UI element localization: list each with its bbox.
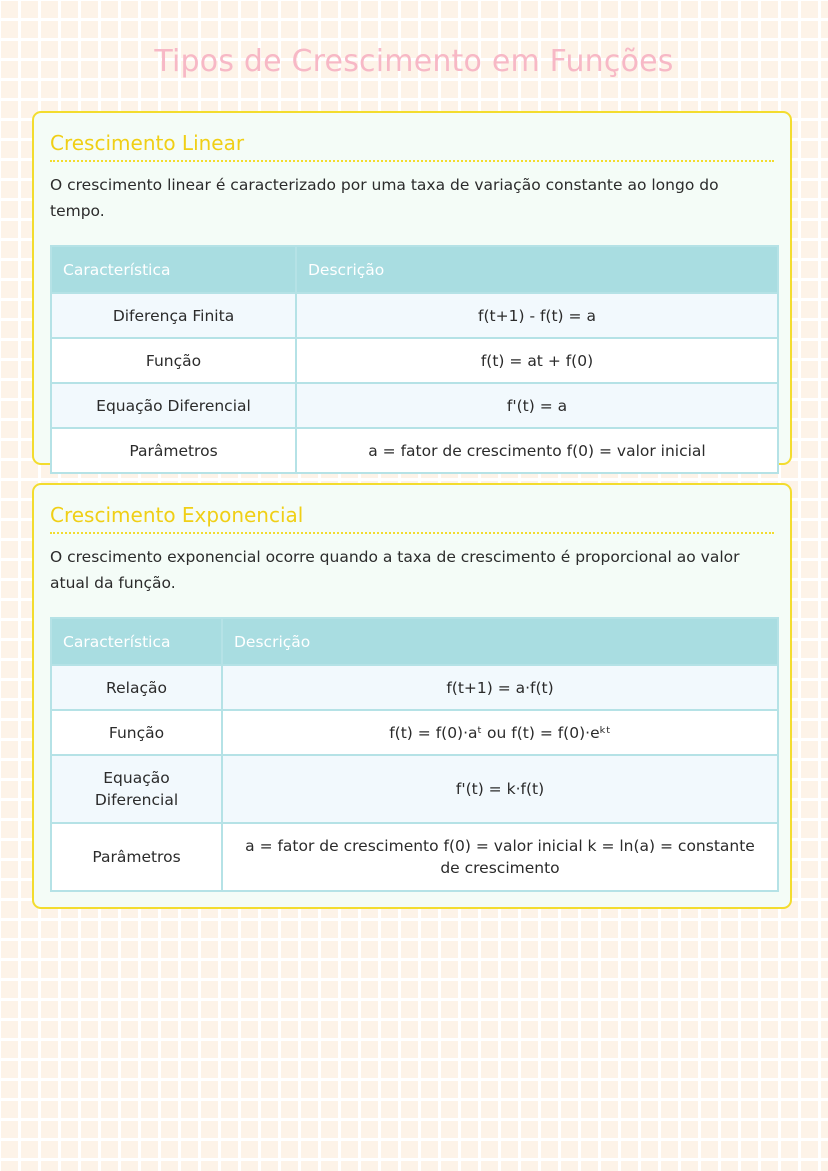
page-title: Tipos de Crescimento em Funções [154, 44, 674, 79]
exponential-growth-table [50, 617, 779, 892]
section-description: O crescimento exponencial ocorre quando a taxa de crescimento é proporcional ao valor atual da função. [50, 548, 740, 592]
column-header-description: Descrição [296, 246, 778, 293]
table-row [51, 338, 778, 383]
characteristic-cell: Função [51, 338, 296, 383]
linear-growth-card [32, 111, 792, 465]
description-cell: f(t+1) = a·f(t) [222, 665, 778, 710]
table-header-row [51, 246, 778, 293]
description-cell: f(t) = f(0)·aᵗ ou f(t) = f(0)·eᵏᵗ [222, 710, 778, 755]
linear-growth-table [50, 245, 779, 474]
description-cell: f(t+1) - f(t) = a [296, 293, 778, 338]
table-row [51, 293, 778, 338]
section-heading: Crescimento Linear [50, 131, 774, 162]
table-row [51, 710, 778, 755]
exponential-growth-card [32, 483, 792, 909]
column-header-description: Descrição [222, 618, 778, 665]
characteristic-cell: Equação Diferencial [51, 755, 222, 823]
section-heading: Crescimento Exponencial [50, 503, 774, 534]
table-header-row [51, 618, 778, 665]
description-cell: a = fator de crescimento f(0) = valor inicial k = ln(a) = constante de crescimento [222, 823, 778, 891]
column-header-characteristic: Característica [51, 246, 296, 293]
characteristic-cell: Parâmetros [51, 428, 296, 473]
table-row [51, 383, 778, 428]
column-header-characteristic: Característica [51, 618, 222, 665]
table-row [51, 755, 778, 823]
characteristic-cell: Função [51, 710, 222, 755]
description-cell: a = fator de crescimento f(0) = valor inicial [296, 428, 778, 473]
characteristic-cell: Relação [51, 665, 222, 710]
table-row [51, 823, 778, 891]
description-cell: f(t) = at + f(0) [296, 338, 778, 383]
characteristic-cell: Parâmetros [51, 823, 222, 891]
table-row [51, 428, 778, 473]
section-description: O crescimento linear é caracterizado por uma taxa de variação constante ao longo do tempo. [50, 176, 719, 220]
characteristic-cell: Equação Diferencial [51, 383, 296, 428]
characteristic-cell: Diferença Finita [51, 293, 296, 338]
table-row [51, 665, 778, 710]
description-cell: f'(t) = a [296, 383, 778, 428]
description-cell: f'(t) = k·f(t) [222, 755, 778, 823]
